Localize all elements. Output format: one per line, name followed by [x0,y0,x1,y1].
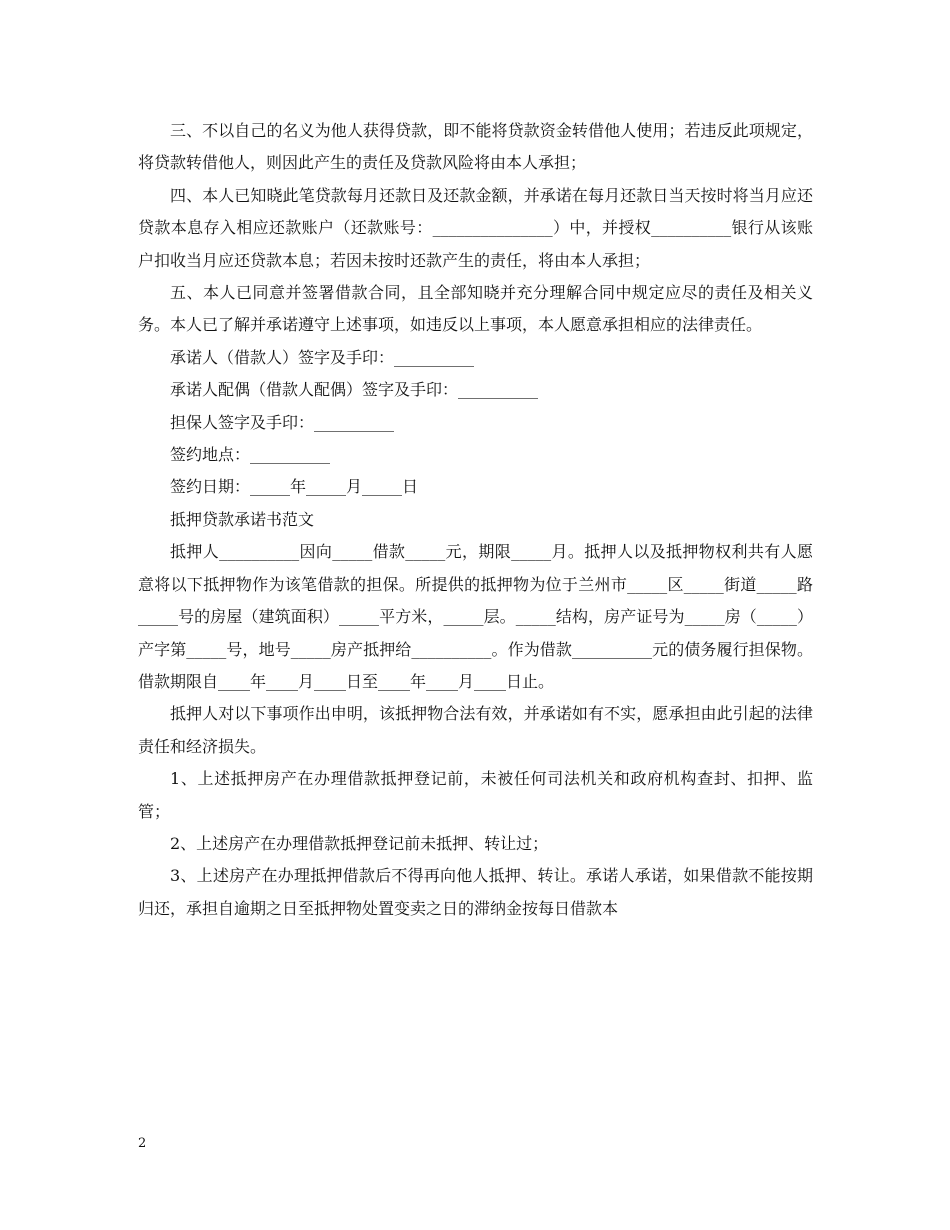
paragraph-item-2: 2、上述房产在办理借款抵押登记前未抵押、转让过； [170,833,549,853]
signing-date-line: 签约日期：_____年_____月_____日 [170,477,419,497]
page-number: 2 [138,1136,147,1151]
paragraph-mortgage-intro: 抵押人__________因向_____借款_____元，期限_____月。抵押人以及抵押物权利共有人愿意将以下抵押物作为该笔借款的担保。所提供的抵押物为位于兰州市_____区_____街道_____路_____号的房屋（建筑面积）_____平方米，_____层。_____结构，房产证号为_____房（_____）产字第_____号，地号_____房产抵押给__________。作为借款__________元的债务履行担保物。借款期限自____年____月____日至____年____月____日止。 [138,542,813,691]
signature-line-guarantor: 担保人签字及手印：__________ [170,412,395,432]
paragraph-clause-3: 三、不以自己的名义为他人获得贷款，即不能将贷款资金转借他人使用；若违反此项规定，将贷款转借他人，则因此产生的责任及贷款风险将由本人承担； [138,121,813,173]
paragraph-clause-4: 四、本人已知晓此笔贷款每月还款日及还款金额，并承诺在每月还款日当天按时将当月应还贷款本息存入相应还款账户（还款账号：_______________）中，并授权__________银行从该账户扣收当月应还贷款本息；若因未按时还款产生的责任，将由本人承担； [138,185,813,270]
section-heading: 抵押贷款承诺书范文 [170,509,315,529]
signature-line-borrower: 承诺人（借款人）签字及手印：__________ [170,347,475,367]
paragraph-item-1: 1、上述抵押房产在办理借款抵押登记前，未被任何司法机关和政府机构查封、扣押、监管； [138,769,813,821]
paragraph-declaration: 抵押人对以下事项作出申明，该抵押物合法有效，并承诺如有不实，愿承担由此引起的法律责任和经济损失。 [138,704,813,756]
paragraph-clause-5: 五、本人已同意并签署借款合同，且全部知晓并充分理解合同中规定应尽的责任及相关义务。本人已了解并承诺遵守上述事项，如违反以上事项，本人愿意承担相应的法律责任。 [138,283,813,335]
document-body [138,115,813,925]
signature-line-spouse: 承诺人配偶（借款人配偶）签字及手印：__________ [170,380,539,400]
paragraph-item-3: 3、上述房产在办理抵押借款后不得再向他人抵押、转让。承诺人承诺，如果借款不能按期归还，承担自逾期之日至抵押物处置变卖之日的滞纳金按每日借款本 [138,866,813,918]
signing-location-line: 签约地点：__________ [170,445,331,465]
